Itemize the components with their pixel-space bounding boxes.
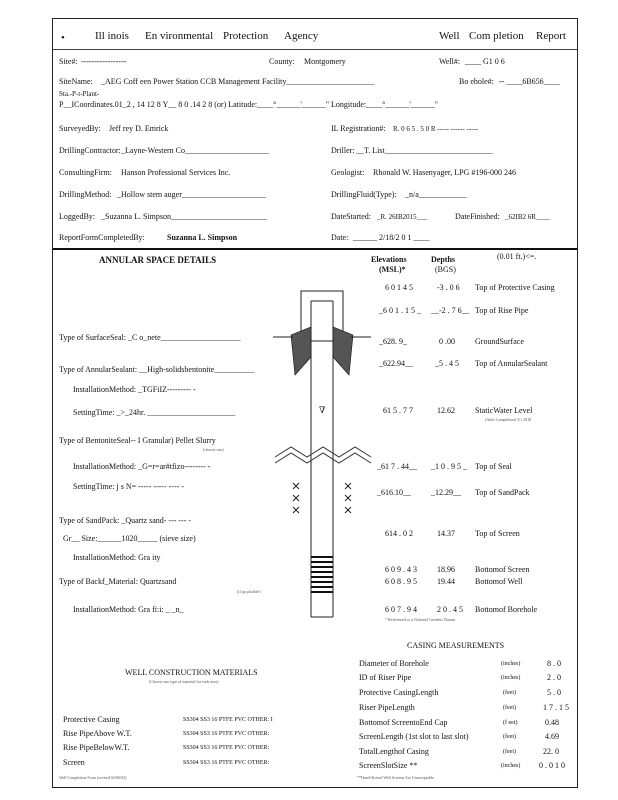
report-completed-label: ReportFormCompletedBy: xyxy=(59,233,145,242)
casing-label-screen-endcap: Bottomof ScreentoEnd Cap xyxy=(359,718,448,727)
casing-unit-screen-length: (feet) xyxy=(503,734,516,740)
static-water-note: (After Completion) 3/1 2018 xyxy=(485,417,532,422)
depths-subheading: (BGS) xyxy=(435,265,456,274)
backfill-note: (if ap plicable) xyxy=(237,589,261,594)
site-value: ----------------- xyxy=(81,57,127,66)
casing-value-protective-length: 5 . 0 xyxy=(547,688,561,697)
desc-ground-surface: GroundSurface xyxy=(475,337,524,346)
header-rule xyxy=(53,49,577,50)
datum-note: * Referenced to a National Geodetic Datum xyxy=(385,617,456,622)
consulting-label: ConsultingFirm: xyxy=(59,168,112,177)
depth-top-annular-sealant: _5 . 4 5 xyxy=(435,359,459,368)
material-label-screen: Screen xyxy=(63,758,85,767)
material-label-protective: Protective Casing xyxy=(63,715,120,724)
desc-top-riser-pipe: Top of Rise Pipe xyxy=(475,306,529,315)
install-method-2: InstallationMethod: _G=r=ar#tfizo-------- - xyxy=(73,462,211,471)
site-label: Site#: xyxy=(59,57,78,66)
desc-top-seal: Top of Seal xyxy=(475,462,512,471)
elevations-subheading: (MSL)* xyxy=(379,265,406,274)
state-plane-line2: P__ICoordinates.01_2 , 14 12 8 Y__ 8 0 .14 2 8 (or) Latitude:____°______'______" Longitude:____°______'______" xyxy=(59,100,439,109)
elevations-heading: Elevations xyxy=(371,255,407,264)
casing-unit-total-length: (feet) xyxy=(503,749,516,755)
agency-word-3: Protection xyxy=(223,30,269,42)
driller-label: Driller: xyxy=(331,146,355,155)
date-value: ______ 2/18/2 0 1 ____ xyxy=(353,233,430,242)
borehole-label: Bo ehole#: xyxy=(459,77,494,86)
bentonite-seal-field: Type of BentoniteSeal-- I Granular) Pellet Slurry xyxy=(59,436,216,445)
depth-top-sand-pack: _12.29__ xyxy=(431,488,461,497)
report-word-1: Well xyxy=(439,30,460,42)
driller-value: __T. List___________________________ xyxy=(356,146,493,155)
date-started-label: DateStarted: xyxy=(331,212,371,221)
geologist-label: Geologist: xyxy=(331,168,365,177)
geologist-value: Rhonald W. Hasenyager, LPG #196-000 246 xyxy=(373,168,516,177)
accuracy-heading: (0.01 ft.)<=. xyxy=(497,252,537,261)
logged-value: _Suzanna L. Simpson________________________ xyxy=(101,212,267,221)
well-label: Well#: xyxy=(439,57,461,66)
casing-value-slot-size: 0 . 0 1 0 xyxy=(539,761,565,770)
agency-word-2: En vironmental xyxy=(145,30,214,42)
setting-time-1: SettingTime: _>_24hr. ______________________ xyxy=(73,408,236,417)
elev-bottom-screen: 6 0 9 . 4 3 xyxy=(385,565,417,574)
report-word-3: Report xyxy=(536,30,566,42)
drilling-contractor-value: _Layne-Western Co_____________________ xyxy=(121,146,269,155)
casing-unit-protective-length: (feet) xyxy=(503,690,516,696)
depths-heading: Depths xyxy=(431,255,456,264)
elev-bottom-borehole: 6 0 7 . 9 4 xyxy=(385,605,417,614)
casing-value-total-length: 22. 0 xyxy=(543,747,559,756)
depth-bottom-borehole: 2 0 . 4 5 xyxy=(437,605,463,614)
report-page xyxy=(52,18,578,788)
borehole-value: -- ____6B656____ xyxy=(499,77,560,86)
sand-pack-field: Type of SandPack: _Quartz sand- --- --- - xyxy=(59,516,192,525)
il-reg-label: IL Registration#: xyxy=(331,124,386,133)
elev-static-water: 61 5 . 7 7 xyxy=(383,406,413,415)
setting-time-2: SettingTime: j s N= ----- ----- ---- - xyxy=(73,482,185,491)
date-started-value: _R. 26IB2015___ xyxy=(377,213,428,221)
casing-label-riser-length: Riser PipeLength xyxy=(359,703,415,712)
county-value: Montgomery xyxy=(304,57,346,66)
desc-top-protective-casing: Top of Protective Casing xyxy=(475,283,555,292)
materials-subtitle: (Choose one type of material for each area) xyxy=(149,679,219,684)
footer-slot-note: **Hand-Slotted Well Screens Are Unacceptable xyxy=(357,775,434,780)
drilling-contractor-label: DrillingContractor: xyxy=(59,146,121,155)
casing-value-riser-length: 1 7 . 1 5 xyxy=(543,703,569,712)
depth-top-protective-casing: -3 . 0 6 xyxy=(437,283,460,292)
casing-unit-diameter: (inches) xyxy=(501,661,521,667)
depth-bottom-screen: 18.96 xyxy=(437,565,455,574)
surface-seal-field: Type of SurfaceSeal: _C o_nete____________________ xyxy=(59,333,241,342)
depth-top-seal: _1 0 . 9 5 _ xyxy=(431,462,467,471)
elev-top-protective-casing: 6 0 1 4 5 xyxy=(385,283,413,292)
casing-label-diameter: Diameter of Borehole xyxy=(359,659,429,668)
casing-label-screen-length: ScreenLength (1st slot to last slot) xyxy=(359,732,469,741)
elev-ground-surface: _628. 9_ xyxy=(379,337,407,346)
water-level-symbol: ∇ xyxy=(319,405,326,415)
install-method-3: InstallationMethod: Gra ity xyxy=(73,553,161,562)
annular-sealant-field: Type of AnnularSealant: __High-solidsbentonite__________ xyxy=(59,365,255,374)
county-label: County: xyxy=(269,57,295,66)
install-method-4: InstallationMethod: Gra fi:i: _ _n_ xyxy=(73,605,184,614)
report-word-2: Com pletion xyxy=(469,30,524,42)
drilling-method-label: DrillingMethod: xyxy=(59,190,112,199)
well-diagram xyxy=(273,287,373,627)
depth-top-riser-pipe: __-2 . 7 6__ xyxy=(431,306,470,315)
casing-label-total-length: TotalLengthof Casing xyxy=(359,747,429,756)
casing-unit-slot-size: (inches) xyxy=(501,763,521,769)
depth-ground-surface: 0 .00 xyxy=(439,337,455,346)
state-plane-line1: Sta.-P-t-Plant- xyxy=(59,90,100,98)
casing-label-slot-size: ScreenSlotSize ** xyxy=(359,761,418,770)
bentonite-choose-note: (choose one) xyxy=(203,447,224,452)
desc-top-sand-pack: Top of SandPack xyxy=(475,488,530,497)
elev-top-screen: 614 . 0 2 xyxy=(385,529,413,538)
date-label: Date: xyxy=(331,233,349,242)
sitename-value: _AEG Coff een Power Station CCB Management Facility______________________ xyxy=(101,77,375,86)
casing-value-screen-length: 4.69 xyxy=(545,732,559,741)
elev-top-annular-sealant: _622.94__ xyxy=(379,359,413,368)
date-finished-value: _62IB2 6R____ xyxy=(505,213,550,221)
logged-label: LoggedBy: xyxy=(59,212,95,221)
footer-form-note: Well Completion Form (revised 02/06/02) xyxy=(59,775,127,780)
desc-bottom-screen: Bottomof Screen xyxy=(475,565,530,574)
material-options-riser-below: SS304 SS3 16 PTFE PVC OTHER: xyxy=(183,745,270,751)
agency-word-1: Ill inois xyxy=(95,30,129,42)
date-finished-label: DateFinished: xyxy=(455,212,500,221)
depth-bottom-well: 19.44 xyxy=(437,577,455,586)
agency-word-4: Agency xyxy=(284,30,319,42)
casing-unit-riser-length: (feet) xyxy=(503,705,516,711)
section-divider xyxy=(53,248,577,250)
consulting-value: Hanson Professional Services Inc. xyxy=(121,168,231,177)
drilling-fluid-label: DrillingFluid(Type): xyxy=(331,190,397,199)
material-label-riser-below: Rise PipeBelowW.T. xyxy=(63,743,130,752)
install-method-1: InstallationMethod: _TGFiIZ--------- - xyxy=(73,385,196,394)
casing-title: CASING MEASUREMENTS xyxy=(407,641,505,650)
casing-label-riser-id: ID of Riser Pipe xyxy=(359,673,412,682)
drilling-fluid-value: _n/a____________ xyxy=(405,190,467,199)
casing-unit-riser-id: (inches) xyxy=(501,675,521,681)
casing-value-diameter: 8 . 0 xyxy=(547,659,561,668)
drilling-method-value: _Hollow stem auger_____________________ xyxy=(117,190,266,199)
desc-static-water: StaticWater Level xyxy=(475,406,533,415)
desc-top-screen: Top of Screen xyxy=(475,529,520,538)
casing-unit-screen-endcap: (f eet) xyxy=(503,720,518,726)
elev-top-sand-pack: _616.10__ xyxy=(377,488,411,497)
surveyed-value: Jeff rey D. Emrick xyxy=(109,124,169,133)
material-options-riser-above: SS304 SS3 16 PTFE PVC OTHER: xyxy=(183,731,270,737)
depth-static-water: 12.62 xyxy=(437,406,455,415)
report-completed-value: Suzanna L. Simpson xyxy=(167,233,238,242)
desc-bottom-borehole: Bottomof Borehole xyxy=(475,605,537,614)
sitename-label: SiteName: xyxy=(59,77,93,86)
well-value: ____ G1 0 6 xyxy=(465,57,505,66)
elev-top-riser-pipe: _6 0 1 . 1 5 _ xyxy=(379,306,421,315)
elev-top-seal: _61 7 . 44__ xyxy=(377,462,417,471)
backfill-field: Type of Backf_Material: Quartzsand xyxy=(59,577,177,586)
desc-bottom-well: Bottomof Well xyxy=(475,577,523,586)
material-options-screen: SS304 SS3 16 PTFE PVC OTHER: xyxy=(183,760,270,766)
material-options-protective: SS304 SS3 16 PTFE PVC OTHER: I xyxy=(183,717,273,723)
casing-label-protective-length: Protective CasingLength xyxy=(359,688,439,697)
casing-value-screen-endcap: 0.48 xyxy=(545,718,559,727)
grain-size-field: Gr__ Size:______1020_____ (sieve size) xyxy=(63,534,196,543)
casing-value-riser-id: 2 . 0 xyxy=(547,673,561,682)
header-bullet: • xyxy=(61,32,65,44)
materials-title: WELL CONSTRUCTION MATERIALS xyxy=(125,668,258,677)
desc-top-annular-sealant: Top of AnnularSealant xyxy=(475,359,548,368)
il-reg-value: R. 0 6 5 . 5 0 R ----- ------ ----- xyxy=(393,125,479,133)
material-label-riser-above: Rise PipeAbove W.T. xyxy=(63,729,132,738)
elev-bottom-well: 6 0 8 . 9 5 xyxy=(385,577,417,586)
annular-title: ANNULAR SPACE DETAILS xyxy=(99,255,217,265)
depth-top-screen: 14.37 xyxy=(437,529,455,538)
surveyed-label: SurveyedBy: xyxy=(59,124,101,133)
